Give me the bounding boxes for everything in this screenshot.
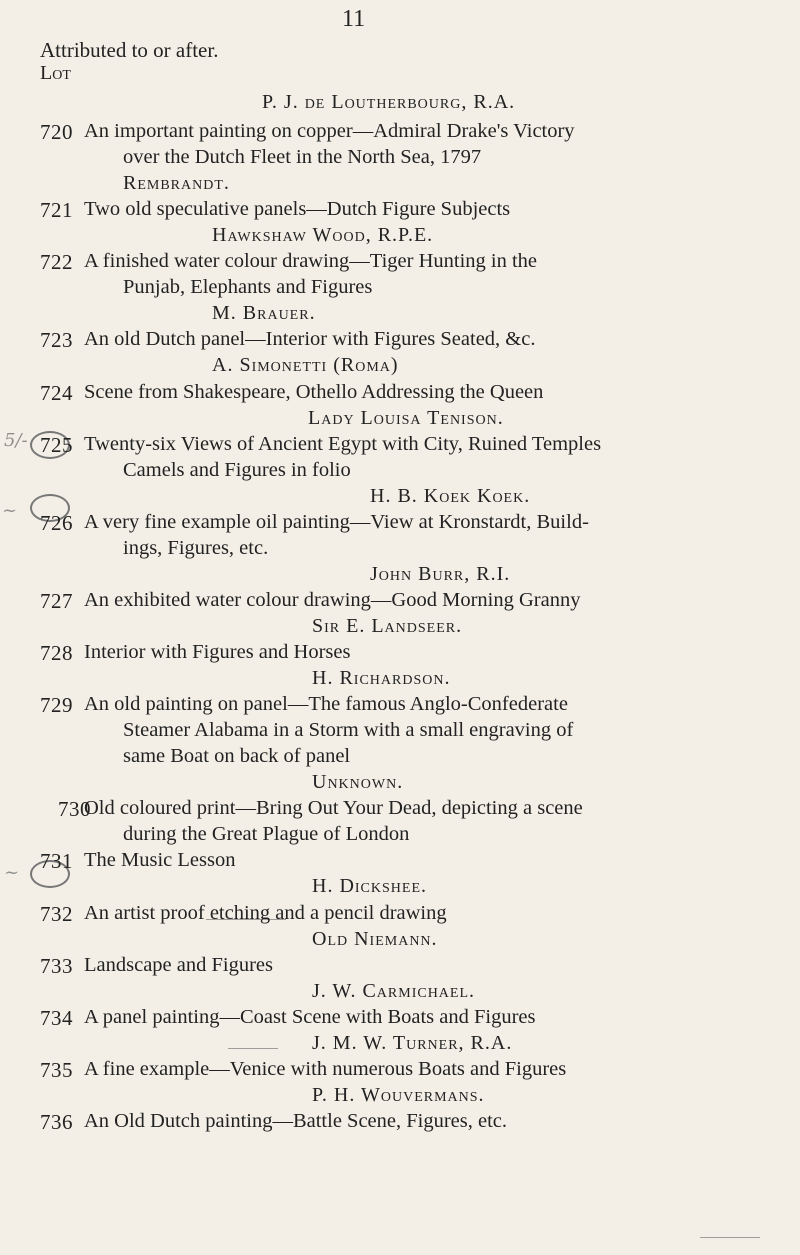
lot-description: An artist proof etching and a pencil drawing — [84, 902, 447, 924]
lot-number: 725 — [40, 433, 73, 457]
lot-description: Punjab, Elephants and Figures — [123, 276, 373, 298]
lot-number: 720 — [40, 120, 73, 144]
lot-description: Interior with Figures and Horses — [84, 641, 351, 663]
lot-artist: H. B. Koek Koek. — [370, 485, 531, 507]
lot-number: 730 — [58, 797, 91, 821]
lot-number: 731 — [40, 849, 73, 873]
lot-number: 735 — [40, 1058, 73, 1082]
lot-number: 732 — [40, 902, 73, 926]
lot-description: An Old Dutch painting—Battle Scene, Figures, etc. — [84, 1110, 508, 1132]
lot-description: Scene from Shakespeare, Othello Addressing the Queen — [84, 381, 544, 403]
lot-description: A panel painting—Coast Scene with Boats and Figures — [84, 1006, 536, 1028]
lot-artist: John Burr, R.I. — [370, 563, 511, 585]
pencil-stroke-736 — [700, 1237, 760, 1238]
lot-description: Two old speculative panels—Dutch Figure Subjects — [84, 198, 511, 220]
lot-artist: Unknown. — [312, 771, 404, 793]
section-heading: Attributed to or after. — [40, 38, 219, 62]
lot-number: 729 — [40, 693, 73, 717]
lot-description: Camels and Figures in folio — [123, 459, 351, 481]
lot-number: 726 — [40, 511, 73, 535]
lot-description: over the Dutch Fleet in the North Sea, 1797 — [123, 146, 482, 168]
lot-number: 723 — [40, 328, 73, 352]
lot-description: during the Great Plague of London — [123, 823, 410, 845]
lot-description: The Music Lesson — [84, 849, 236, 871]
lot-artist: Lady Louisa Tenison. — [308, 407, 504, 429]
lot-column-label: Lot — [40, 62, 71, 84]
lot-description: same Boat on back of panel — [123, 745, 351, 767]
lot-description: An old painting on panel—The famous Anglo-Confederate — [84, 693, 568, 715]
page-number: 11 — [342, 6, 366, 32]
lot-description: A very fine example oil painting—View at Kronstardt, Build- — [84, 511, 589, 533]
lot-artist: Old Niemann. — [312, 928, 438, 950]
lot-description: Steamer Alabama in a Storm with a small engraving of — [123, 719, 574, 741]
lot-artist: J. W. Carmichael. — [312, 980, 476, 1002]
lot-number: 728 — [40, 641, 73, 665]
lot-description: Old coloured print—Bring Out Your Dead, depicting a scene — [84, 797, 583, 819]
lot-artist: H. Richardson. — [312, 667, 451, 689]
lot-description: An exhibited water colour drawing—Good Morning Granny — [84, 589, 581, 611]
lot-artist: Hawkshaw Wood, R.P.E. — [212, 224, 434, 246]
lot-artist: M. Brauer. — [212, 302, 316, 324]
lot-description: An important painting on copper—Admiral Drake's Victory — [84, 120, 575, 142]
lot-artist: P. H. Wouvermans. — [312, 1084, 485, 1106]
pencil-mark-730: ~ — [4, 862, 20, 883]
lot-artist: H. Dickshee. — [312, 875, 427, 897]
lot-number: 736 — [40, 1110, 73, 1134]
lot-number: 734 — [40, 1006, 73, 1030]
lot-description: Twenty-six Views of Ancient Egypt with City, Ruined Temples — [84, 433, 602, 455]
lot-artist: Rembrandt. — [123, 172, 230, 194]
pencil-mark-725: 5/- — [4, 430, 28, 451]
lot-artist: J. M. W. Turner, R.A. — [312, 1032, 513, 1054]
lot-number: 727 — [40, 589, 73, 613]
lot-description: A finished water colour drawing—Tiger Hunting in the — [84, 250, 538, 272]
lot-description: An old Dutch panel—Interior with Figures Seated, &c. — [84, 328, 536, 350]
lot-artist: Sir E. Landseer. — [312, 615, 463, 637]
lot-number: 721 — [40, 198, 73, 222]
lot-description: A fine example—Venice with numerous Boats and Figures — [84, 1058, 567, 1080]
pencil-mark-726: ~ — [2, 500, 18, 521]
lot-artist-heading: P. J. de Loutherbourg, R.A. — [262, 91, 516, 113]
lot-description: Landscape and Figures — [84, 954, 273, 976]
lot-description: ings, Figures, etc. — [123, 537, 269, 559]
lot-number: 724 — [40, 381, 73, 405]
lot-artist: A. Simonetti (Roma) — [212, 354, 399, 376]
lot-number: 733 — [40, 954, 73, 978]
pencil-stroke-733 — [228, 1048, 278, 1049]
lot-number: 722 — [40, 250, 73, 274]
